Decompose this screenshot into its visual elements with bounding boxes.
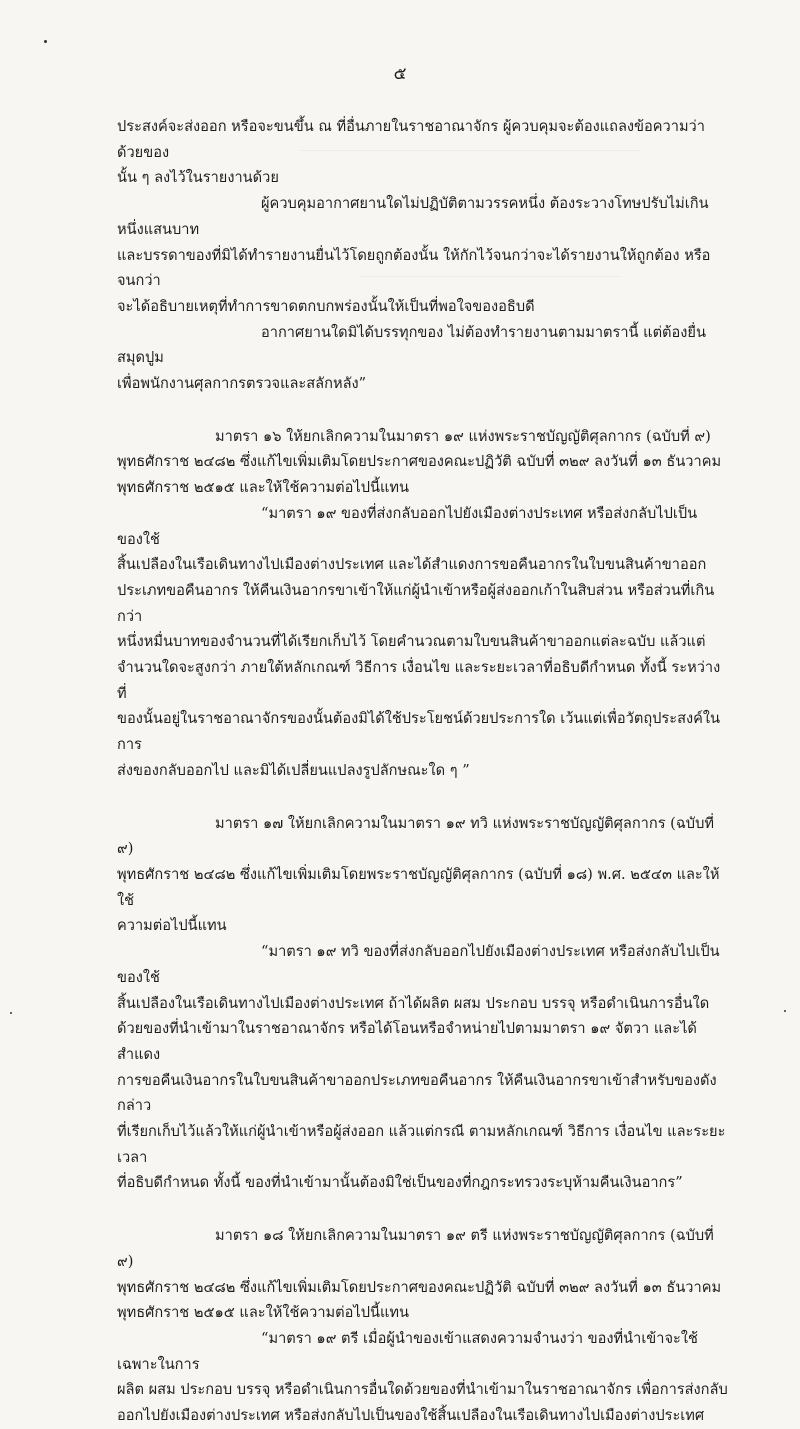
text-line: มาตรา ๑๘ ให้ยกเลิกความในมาตรา ๑๙ ตรี แห่งพระราชบัญญัติศุลกากร (ฉบับที่ ๙) bbox=[117, 1227, 714, 1270]
text-line: ผู้ควบคุมอากาศยานใดไม่ปฏิบัติตามวรรคหนึ่ง ต้องระวางโทษปรับไม่เกินหนึ่งแสนบาท bbox=[117, 195, 709, 238]
scan-speck bbox=[784, 1010, 786, 1012]
text-line: สิ้นเปลืองในเรือเดินทางไปเมืองต่างประเทศ ถ้าได้ผลิต ผสม ประกอบ บรรจุ หรือดำเนินการอื่นใด bbox=[117, 994, 710, 1012]
text-line: ด้วยของที่นำเข้ามาในราชอาณาจักร หรือได้โอนหรือจำหน่ายไปตามมาตรา ๑๙ จัตวา และได้สำแดง bbox=[117, 1020, 697, 1063]
text-line: ประสงค์จะส่งออก หรือจะขนขึ้น ณ ที่อื่นภายในราชอาณาจักร ผู้ควบคุมจะต้องแถลงข้อความว่าด้วยของ bbox=[117, 118, 705, 161]
text-line: พุทธศักราช ๒๔๘๒ ซึ่งแก้ไขเพิ่มเติมโดยประกาศของคณะปฏิวัติ ฉบับที่ ๓๒๙ ลงวันที่ ๑๓ ธันวาคม bbox=[117, 453, 722, 471]
document-body bbox=[117, 114, 729, 1429]
text-line: ความต่อไปนี้แทน bbox=[117, 917, 227, 935]
text-line: “มาตรา ๑๙ ของที่ส่งกลับออกไปยังเมืองต่างประเทศ หรือส่งกลับไปเป็นของใช้ bbox=[117, 504, 698, 548]
paragraph-p8 bbox=[117, 1223, 729, 1326]
paragraph-p4 bbox=[117, 424, 729, 501]
section-spacer bbox=[117, 1196, 729, 1223]
text-line: และบรรดาของที่มิได้ทำรายงานยื่นไว้โดยถูกต้องนั้น ให้กักไว้จนกว่าจะได้รายงานให้ถูกต้อง หรือจนกว่า bbox=[117, 246, 711, 290]
text-line: ของนั้นอยู่ในราชอาณาจักรของนั้นต้องมิได้ใช้ประโยชน์ด้วยประการใด เว้นแต่เพื่อวัตถุประสงค์ในการ bbox=[117, 710, 720, 754]
text-line: “มาตรา ๑๙ ทวิ ของที่ส่งกลับออกไปยังเมืองต่างประเทศ หรือส่งกลับไปเป็นของใช้ bbox=[117, 943, 720, 986]
text-line: มาตรา ๑๖ ให้ยกเลิกความในมาตรา ๑๙ แห่งพระราชบัญญัติศุลกากร (ฉบับที่ ๙) bbox=[215, 427, 711, 445]
text-line: พุทธศักราช ๒๕๑๕ และให้ใช้ความต่อไปนี้แทน bbox=[117, 479, 409, 497]
text-line: เพื่อพนักงานศุลกากรตรวจและสลักหลัง” bbox=[117, 375, 367, 393]
text-line: พุทธศักราช ๒๔๘๒ ซึ่งแก้ไขเพิ่มเติมโดยพระราชบัญญัติศุลกากร (ฉบับที่ ๑๘) พ.ศ. ๒๕๔๓ และให้ใช้ bbox=[117, 865, 720, 909]
text-line: หนึ่งหมื่นบาทของจำนวนที่ได้เรียกเก็บไว้ โดยคำนวณตามใบขนสินค้าขาออกแต่ละฉบับ แล้วแต่ bbox=[117, 633, 706, 651]
text-line: ที่อธิบดีกำหนด ทั้งนี้ ของที่นำเข้ามานั้นต้องมิใช่เป็นของที่กฎกระทรวงระบุห้ามคืนเงินอากร” bbox=[117, 1174, 683, 1192]
text-line: ส่งของกลับออกไป และมิได้เปลี่ยนแปลงรูปลักษณะใด ๆ ” bbox=[117, 761, 470, 779]
text-line: “มาตรา ๑๙ ตรี เมื่อผู้นำของเข้าแสดงความจำนงว่า ของที่นำเข้าจะใช้เฉพาะในการ bbox=[117, 1329, 698, 1373]
text-line: สิ้นเปลืองในเรือเดินทางไปเมืองต่างประเทศ และได้สำแดงการขอคืนอากรในใบขนสินค้าขาออก bbox=[117, 556, 707, 574]
text-line: พุทธศักราช ๒๕๑๕ และให้ใช้ความต่อไปนี้แทน bbox=[117, 1304, 409, 1322]
text-line: จะได้อธิบายเหตุที่ทำการขาดตกบกพร่องนั้นให้เป็นที่พอใจของอธิบดี bbox=[117, 297, 535, 315]
scan-speck bbox=[44, 40, 47, 43]
paragraph-p2 bbox=[117, 191, 729, 320]
text-line: นั้น ๆ ลงไว้ในรายงานด้วย bbox=[117, 169, 279, 187]
text-line: มาตรา ๑๗ ให้ยกเลิกความในมาตรา ๑๙ ทวิ แห่งพระราชบัญญัติศุลกากร (ฉบับที่ ๙) bbox=[117, 814, 714, 858]
section-spacer bbox=[117, 784, 729, 811]
paragraph-p3 bbox=[117, 320, 729, 397]
text-line: การขอคืนเงินอากรในใบขนสินค้าขาออกประเภทขอคืนอากร ให้คืนเงินอากรขาเข้าสำหรับของดังกล่าว bbox=[117, 1071, 717, 1115]
text-line: ที่เรียกเก็บไว้แล้วให้แก่ผู้นำเข้าหรือผู้ส่งออก แล้วแต่กรณี ตามหลักเกณฑ์ วิธีการ เงื่อนไข และระยะเวลา bbox=[117, 1123, 726, 1166]
page-number: ๕ bbox=[393, 64, 407, 84]
paragraph-p6 bbox=[117, 811, 729, 940]
text-line: ประเภทขอคืนอากร ให้คืนเงินอากรขาเข้าให้แก่ผู้นำเข้าหรือผู้ส่งออกเก้าในสิบส่วน หรือส่วนที่เกินกว่า bbox=[117, 581, 715, 625]
text-line: จำนวนใดจะสูงกว่า ภายใต้หลักเกณฑ์ วิธีการ เงื่อนไข และระยะเวลาที่อธิบดีกำหนด ทั้งนี้ ระหว่างที่ bbox=[117, 659, 721, 702]
paragraph-p9 bbox=[117, 1326, 729, 1429]
text-line: ออกไปยังเมืองต่างประเทศ หรือส่งกลับไปเป็นของใช้สิ้นเปลืองในเรือเดินทางไปเมืองต่างประเทศ bbox=[117, 1407, 705, 1425]
text-line: อากาศยานใดมิได้บรรทุกของ ไม่ต้องทำรายงานตามมาตรานี้ แต่ต้องยื่นสมุดปูม bbox=[117, 323, 706, 367]
scan-speck bbox=[10, 1012, 12, 1014]
section-spacer bbox=[117, 397, 729, 424]
text-line: พุทธศักราช ๒๔๘๒ ซึ่งแก้ไขเพิ่มเติมโดยประกาศของคณะปฏิวัติ ฉบับที่ ๓๒๙ ลงวันที่ ๑๓ ธันวาคม bbox=[117, 1278, 722, 1296]
paragraph-p1 bbox=[117, 114, 729, 191]
paragraph-p5 bbox=[117, 501, 729, 784]
text-line: ผลิต ผสม ประกอบ บรรจุ หรือดำเนินการอื่นใดด้วยของที่นำเข้ามาในราชอาณาจักร เพื่อการส่งกลับ bbox=[117, 1381, 728, 1399]
paragraph-p7 bbox=[117, 939, 729, 1196]
